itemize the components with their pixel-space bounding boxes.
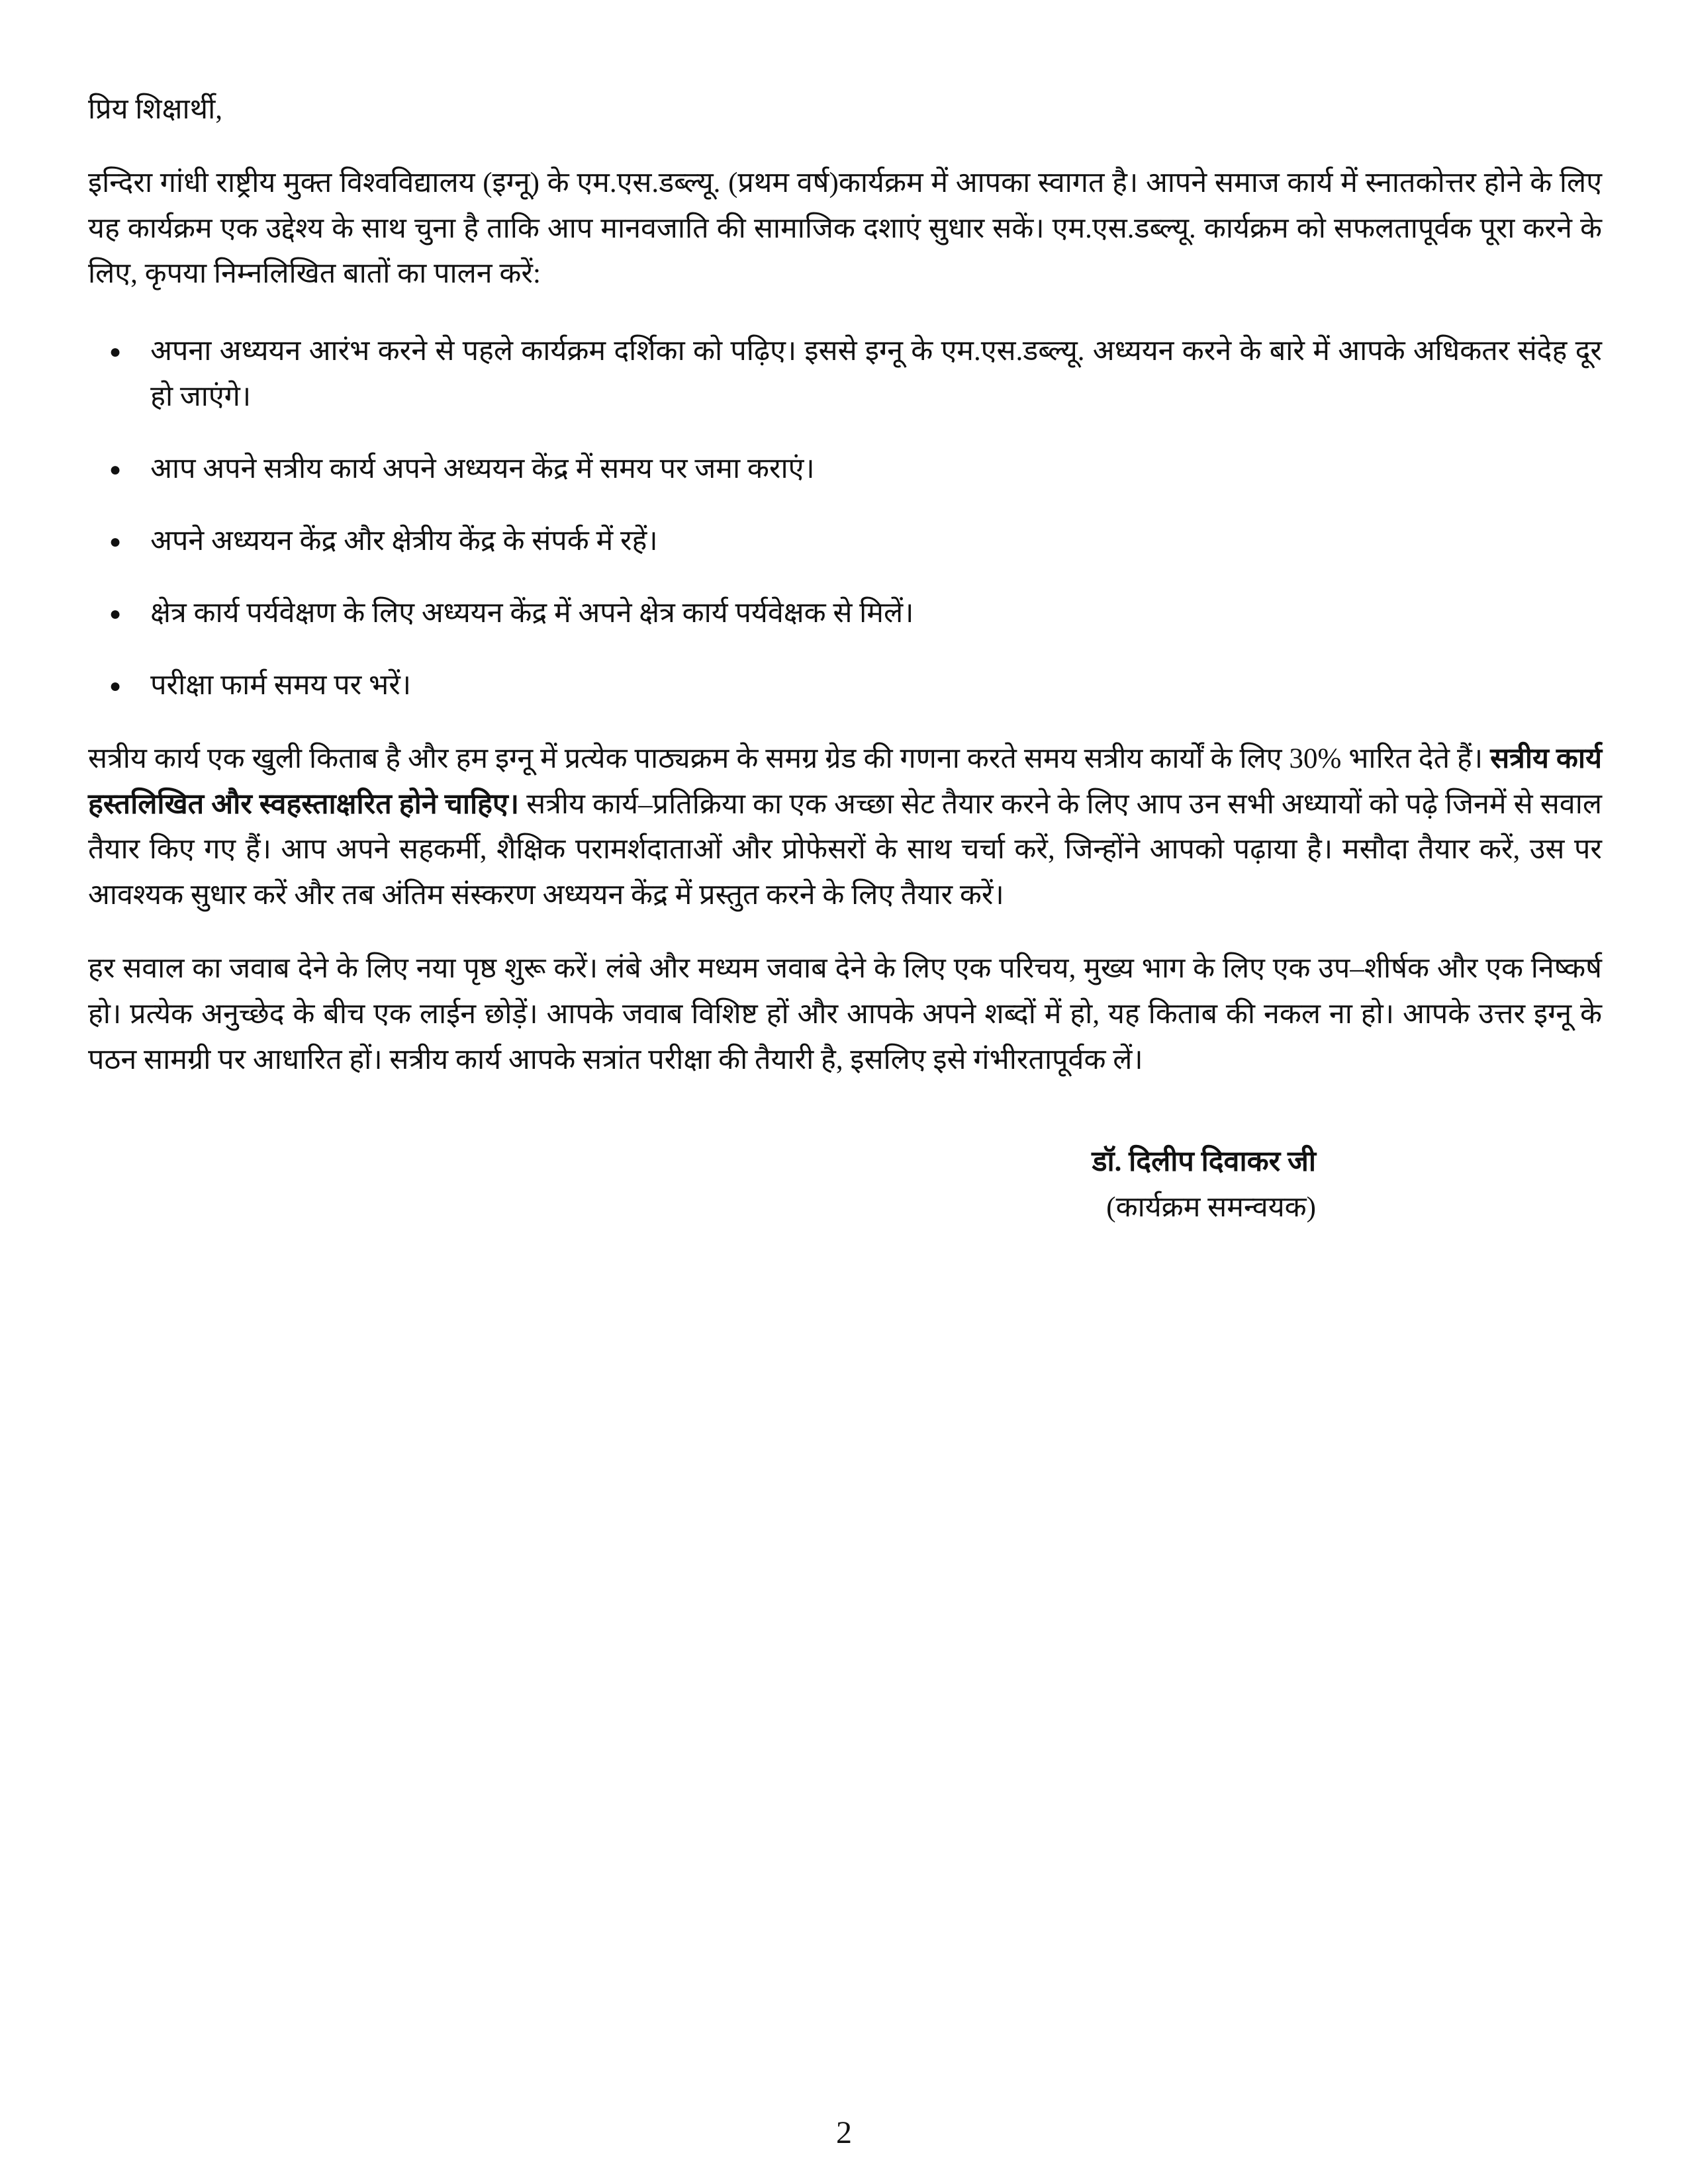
signature-block [88,1140,1316,1231]
bullet-text-submit-assignments: आप अपने सत्रीय कार्य अपने अध्ययन केंद्र में समय पर जमा कराएं। [150,453,815,484]
answer-paragraph: हर सवाल का जवाब देने के लिए नया पृष्ठ शुरू करें। लंबे और मध्यम जवाब देने के लिए एक परिचय, मुख्य भाग के लिए एक उप–शीर्षक और एक निष्कर्ष हो। प्रत्येक अनुच्छेद के बीच एक लाईन छोड़ें। आपके जवाब विशिष्ट हों और आपके अपने शब्दों में हो, यह किताब की नकल ना हो। आपके उत्तर इग्नू के पठन सामग्री पर आधारित हों। सत्रीय कार्य आपके सत्रांत परीक्षा की तैयारी है, इसलिए इसे गंभीरतापूर्वक लें। [88,952,1602,1075]
assignment-text-before: सत्रीय कार्य एक खुली किताब है और हम इग्नू में प्रत्येक पाठ्यक्रम के समग्र ग्रेड की गणना करते समय सत्रीय कार्यों के लिए 30% भारित देते हैं। [88,743,1491,774]
bullet-text-field-supervisor: क्षेत्र कार्य पर्यवेक्षण के लिए अध्ययन केंद्र में अपने क्षेत्र कार्य पर्यवेक्षक से मिलें। [150,597,914,629]
list-item [88,591,1602,637]
bullet-text-program-guide: अपना अध्ययन आरंभ करने से पहले कार्यक्रम दर्शिका को पढ़िए। इससे इग्नू के एम.एस.डब्ल्यू. अध्ययन करने के बारे में आपके अधिकतर संदेह दूर हो जाएंगे। [150,336,1602,412]
list-item [88,519,1602,565]
list-item [88,447,1602,492]
bullet-icon: ● [109,458,122,480]
guidelines-list [88,329,1602,709]
bullet-text-exam-form: परीक्षा फार्म समय पर भरें। [150,669,412,701]
page-number: 2 [836,2115,852,2150]
list-item [88,663,1602,709]
bullet-icon: ● [109,674,122,697]
intro-paragraph: इन्दिरा गांधी राष्ट्रीय मुक्त विश्वविद्यालय (इग्नू) के एम.एस.डब्ल्यू. (प्रथम वर्ष)कार्यक्रम में आपका स्वागत है। आपने समाज कार्य में स्नातकोत्तर होने के लिए यह कार्यक्रम एक उद्देश्य के साथ चुना है ताकि आप मानवजाति की सामाजिक दशाएं सुधार सकें। एम.एस.डब्ल्यू. कार्यक्रम को सफलतापूर्वक पूरा करने के लिए, कृपया निम्नलिखित बातों का पालन करें: [88,167,1602,290]
bullet-icon: ● [109,530,122,553]
bullet-icon: ● [109,341,122,363]
assignment-text-after: सत्रीय कार्य–प्रतिक्रिया का एक अच्छा सेट तैयार करने के लिए आप उन सभी अध्यायों को पढ़े जिनमें से सवाल तैयार किए गए हैं। आप अपने सहकर्मी, शैक्षिक परामर्शदाताओं और प्रोफेसरों के साथ चर्चा करें, जिन्होंने आपको पढ़ाया है। मसौदा तैयार करें, उस पर आवश्यक सुधार करें और तब अंतिम संस्करण अध्ययन केंद्र में प्रस्तुत करने के लिए तैयार करें। [88,788,1602,911]
salutation: प्रिय शिक्षार्थी, [88,94,223,125]
assignment-paragraph [88,737,1602,919]
bullet-text-stay-in-contact: अपने अध्ययन केंद्र और क्षेत्रीय केंद्र के संपर्क में रहें। [150,525,658,557]
bullet-icon: ● [109,602,122,625]
signature-name: डॉ. दिलीप दिवाकर जी [1092,1146,1316,1178]
assignment-text-bold: सत्रीय कार्य हस्तलिखित और स्वहस्ताक्षरित होने चाहिए। [88,743,1603,820]
signature-designation: (कार्यक्रम समन्वयक) [1106,1192,1316,1224]
list-item [88,329,1602,420]
